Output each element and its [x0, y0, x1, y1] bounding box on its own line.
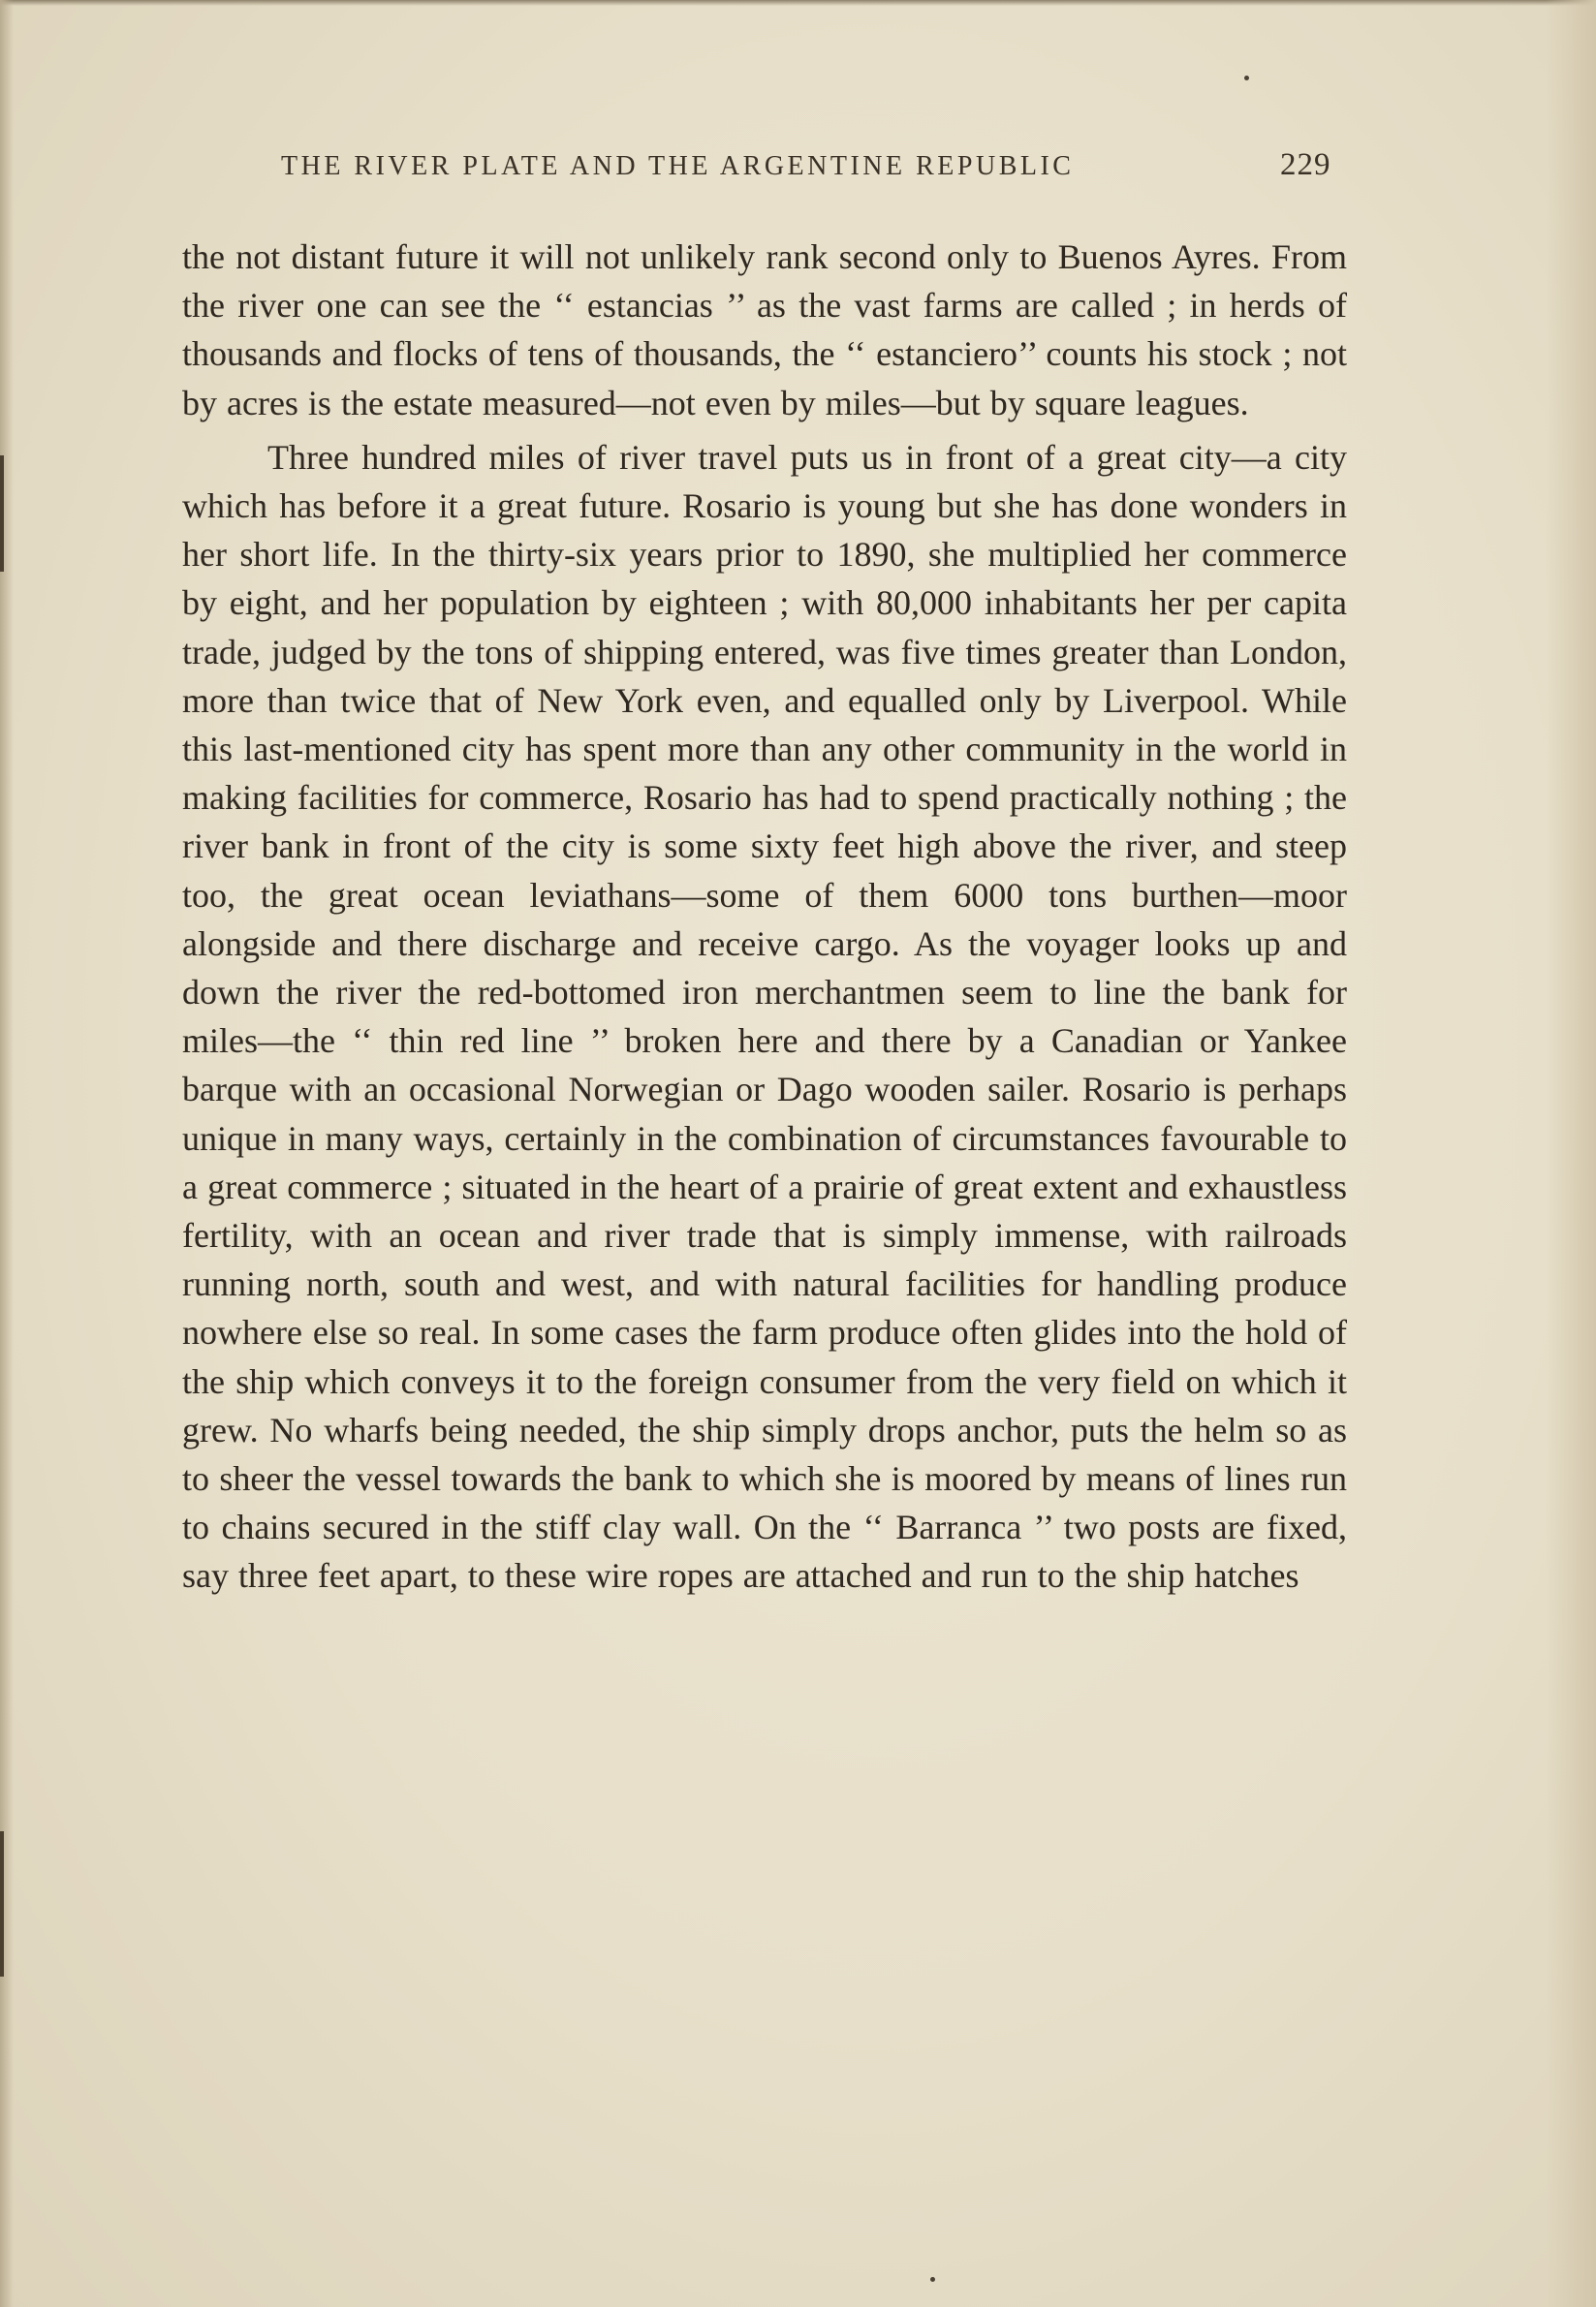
running-title: THE RIVER PLATE AND THE ARGENTINE REPUBLIC — [281, 151, 1075, 181]
ink-speck — [1244, 76, 1249, 80]
paragraph: Three hundred miles of river travel puts us in front of a great city—a city which has before it a great future. Rosario is young but she has done wonders in her short life. In the thirty-six years prior to 1890, she multiplied her commerce by eight, and her population by eighteen ; with 80,000 inhabitants her per capita trade, judged by the tons of shipping entered, was five times greater than London, more than twice that of New York even, and equalled only by Liverpool. While this last-mentioned city has spent more than any other community in the world in making facilities for commerce, Rosario has had to spend practically nothing ; the river bank in front of the city is some sixty feet high above the river, and steep too, the great ocean leviathans—some of them 6000 tons burthen—moor alongside and there discharge and receive cargo. As the voyager looks up and down the river the red-bottomed iron merchantmen seem to line the bank for miles—the ‘‘ thin red line ’’ broken here and there by a Canadian or Yankee barque with an occasional Norwegian or Dago wooden sailer. Rosario is perhaps unique in many ways, certainly in the combination of circumstances favourable to a great commerce ; situated in the heart of a prairie of great extent and exhaustless fertility, with an ocean and river trade that is simply immense, with railroads running north, south and west, and with natural facilities for handling produce nowhere else so real. In some cases the farm produce often glides into the hold of the ship which conveys it to the foreign consumer from the very field on which it grew. No wharfs being needed, the ship simply drops anchor, puts the helm so as to sheer the vessel towards the bank to which she is moored by means of lines run to chains secured in the stiff clay wall. On the ‘‘ Barranca ’’ two posts are fixed, say three feet apart, to these wire ropes are attached and run to the ship hatches — [182, 437, 1347, 1596]
page-top-edge — [0, 0, 1596, 6]
page-number: 229 — [1280, 147, 1331, 182]
paragraph: the not distant future it will not unlikely rank second only to Buenos Ayres. From the river one can see the ‘‘ estancias ’’ as the vast farms are called ; in herds of thousands and flocks of tens of thousands, the ‘‘ estanciero’’ counts his stock ; not by acres is the estate measured—not even by miles—but by square leagues. — [182, 237, 1347, 422]
ink-speck — [930, 2277, 935, 2282]
page-right-edge — [1546, 0, 1596, 2307]
binding-mark — [0, 455, 4, 572]
body-text — [182, 233, 1347, 1601]
binding-mark — [0, 1831, 4, 1977]
running-head — [281, 143, 1347, 188]
